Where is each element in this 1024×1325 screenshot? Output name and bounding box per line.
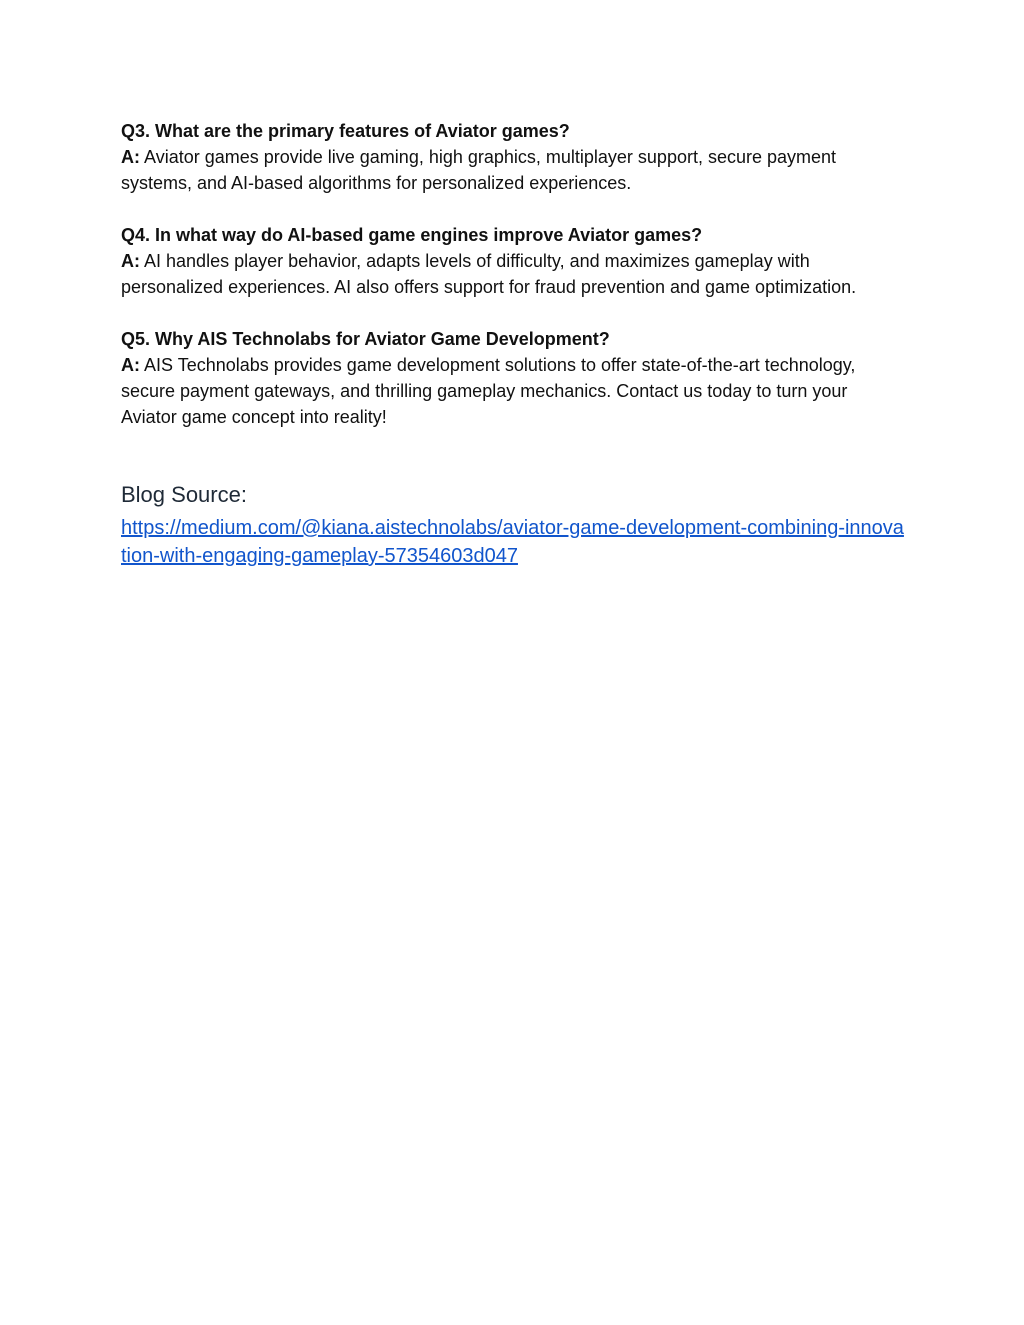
answer-text: Aviator games provide live gaming, high graphics, multiplayer support, secure payment systems, and AI-based algorithms for personalized experiences. <box>121 147 837 193</box>
answer-prefix: A: <box>121 251 140 271</box>
faq-answer <box>121 144 906 196</box>
faq-question: Q3. What are the primary features of Aviator games? <box>121 121 570 141</box>
faq-question: Q5. Why AIS Technolabs for Aviator Game Development? <box>121 329 610 349</box>
answer-prefix: A: <box>121 355 140 375</box>
faq-answer <box>121 352 906 430</box>
answer-text: AIS Technolabs provides game development solutions to offer state-of-the-art technology, secure payment gateways, and thrilling gameplay mechanics. Contact us today to turn your Aviator game concept into reality! <box>121 355 856 427</box>
faq-item-q3 <box>121 118 906 196</box>
faq-answer <box>121 248 906 300</box>
faq-item-q4 <box>121 222 906 300</box>
faq-item-q5 <box>121 326 906 430</box>
answer-prefix: A: <box>121 147 140 167</box>
blog-source-link[interactable]: https://medium.com/@kiana.aistechnolabs/aviator-game-development-combining-innovation-with-engaging-gameplay-57354603d047 <box>121 517 904 567</box>
answer-text: AI handles player behavior, adapts levels of difficulty, and maximizes gameplay with personalized experiences. AI also offers support for fraud prevention and game optimization. <box>121 251 857 297</box>
blog-source-heading: Blog Source: <box>121 482 247 507</box>
faq-question: Q4. In what way do AI-based game engines improve Aviator games? <box>121 225 703 245</box>
document-page <box>121 118 906 570</box>
